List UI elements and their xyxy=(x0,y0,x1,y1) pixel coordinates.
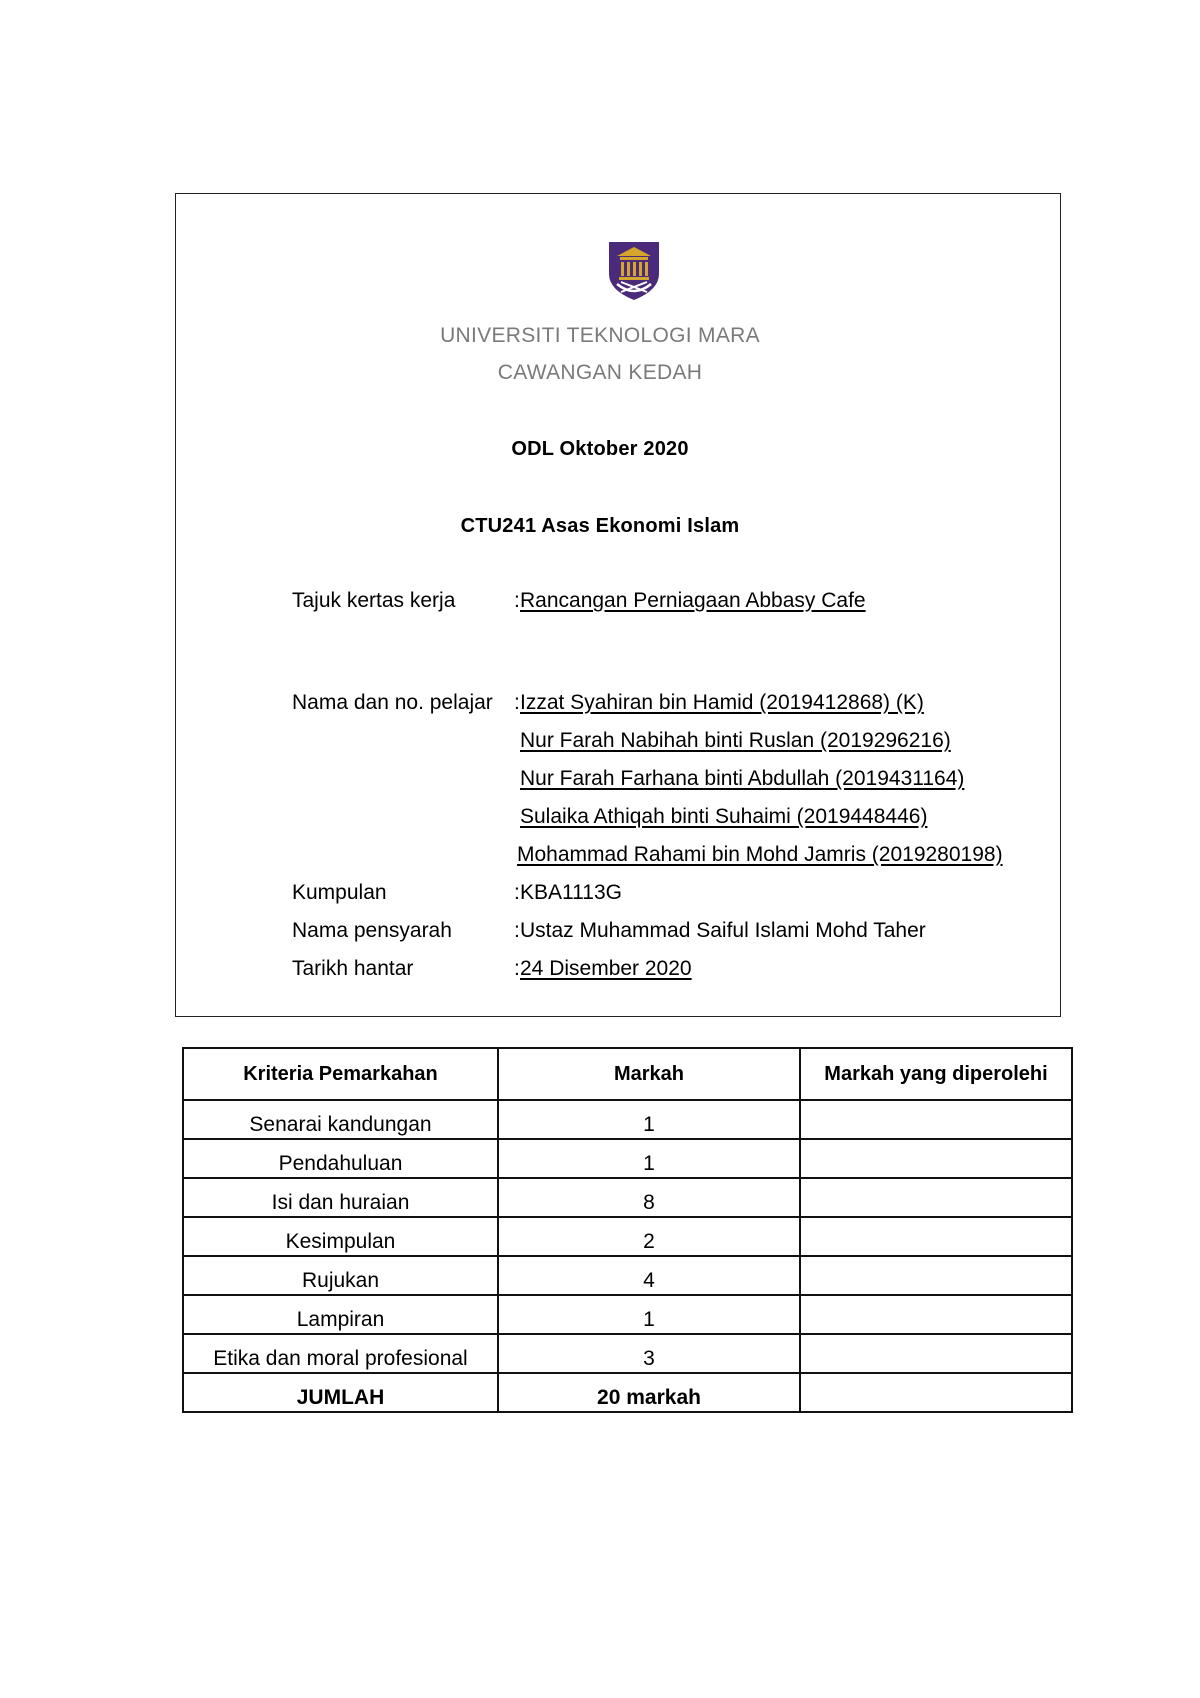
table-total-row xyxy=(183,1373,1072,1412)
table-row xyxy=(183,1334,1072,1373)
marks-cell: 1 xyxy=(498,1295,800,1334)
criteria-cell: Isi dan huraian xyxy=(183,1178,498,1217)
student-name: Nur Farah Nabihah binti Ruslan (2019296216) xyxy=(520,729,951,752)
table-row xyxy=(183,1256,1072,1295)
obtained-cell[interactable] xyxy=(800,1334,1072,1373)
date-separator: : xyxy=(514,957,520,980)
campus-name: CAWANGAN KEDAH xyxy=(497,361,703,384)
criteria-cell: Etika dan moral profesional xyxy=(183,1334,498,1373)
course-title: CTU241 Asas Ekonomi Islam xyxy=(460,515,740,537)
group-separator: : xyxy=(514,881,520,904)
student-name: Izzat Syahiran bin Hamid (2019412868) (K) xyxy=(520,691,924,714)
table-header-row xyxy=(183,1048,1072,1100)
title-value: Rancangan Perniagaan Abbasy Cafe xyxy=(520,589,866,612)
students-label: Nama dan no. pelajar xyxy=(292,691,493,714)
students-separator: : xyxy=(514,691,520,714)
marks-cell: 3 xyxy=(498,1334,800,1373)
table-row xyxy=(183,1178,1072,1217)
table-row xyxy=(183,1139,1072,1178)
group-label: Kumpulan xyxy=(292,881,387,904)
marks-cell: 4 xyxy=(498,1256,800,1295)
obtained-cell[interactable] xyxy=(800,1100,1072,1139)
marks-table xyxy=(182,1047,1073,1413)
marks-cell: 8 xyxy=(498,1178,800,1217)
marks-cell: 1 xyxy=(498,1139,800,1178)
date-value: 24 Disember 2020 xyxy=(520,957,692,980)
group-value: KBA1113G xyxy=(520,881,622,904)
lecturer-value: Ustaz Muhammad Saiful Islami Mohd Taher xyxy=(520,919,926,942)
table-row xyxy=(183,1217,1072,1256)
title-label: Tajuk kertas kerja xyxy=(292,589,456,612)
obtained-cell[interactable] xyxy=(800,1178,1072,1217)
obtained-cell[interactable] xyxy=(800,1256,1072,1295)
lecturer-label: Nama pensyarah xyxy=(292,919,452,942)
uitm-logo-icon xyxy=(605,240,663,302)
obtained-cell[interactable] xyxy=(800,1295,1072,1334)
lecturer-separator: : xyxy=(514,919,520,942)
student-name: Mohammad Rahami bin Mohd Jamris (2019280198) xyxy=(517,843,1003,866)
table-row xyxy=(183,1100,1072,1139)
university-name: UNIVERSITI TEKNOLOGI MARA xyxy=(440,324,760,347)
marks-cell: 2 xyxy=(498,1217,800,1256)
criteria-cell: Rujukan xyxy=(183,1256,498,1295)
marks-cell: 1 xyxy=(498,1100,800,1139)
title-separator: : xyxy=(514,589,520,612)
header-marks-obtained: Markah yang diperolehi xyxy=(800,1048,1072,1100)
total-marks: 20 markah xyxy=(498,1373,800,1412)
total-label: JUMLAH xyxy=(183,1373,498,1412)
header-criteria: Kriteria Pemarkahan xyxy=(183,1048,498,1100)
obtained-cell[interactable] xyxy=(800,1217,1072,1256)
criteria-cell: Pendahuluan xyxy=(183,1139,498,1178)
obtained-cell[interactable] xyxy=(800,1139,1072,1178)
date-label: Tarikh hantar xyxy=(292,957,414,980)
table-row xyxy=(183,1295,1072,1334)
criteria-cell: Kesimpulan xyxy=(183,1217,498,1256)
session-title: ODL Oktober 2020 xyxy=(511,438,689,460)
header-marks: Markah xyxy=(498,1048,800,1100)
criteria-cell: Senarai kandungan xyxy=(183,1100,498,1139)
total-obtained-cell[interactable] xyxy=(800,1373,1072,1412)
student-name: Sulaika Athiqah binti Suhaimi (2019448446) xyxy=(520,805,928,828)
student-name: Nur Farah Farhana binti Abdullah (2019431164) xyxy=(520,767,965,790)
criteria-cell: Lampiran xyxy=(183,1295,498,1334)
